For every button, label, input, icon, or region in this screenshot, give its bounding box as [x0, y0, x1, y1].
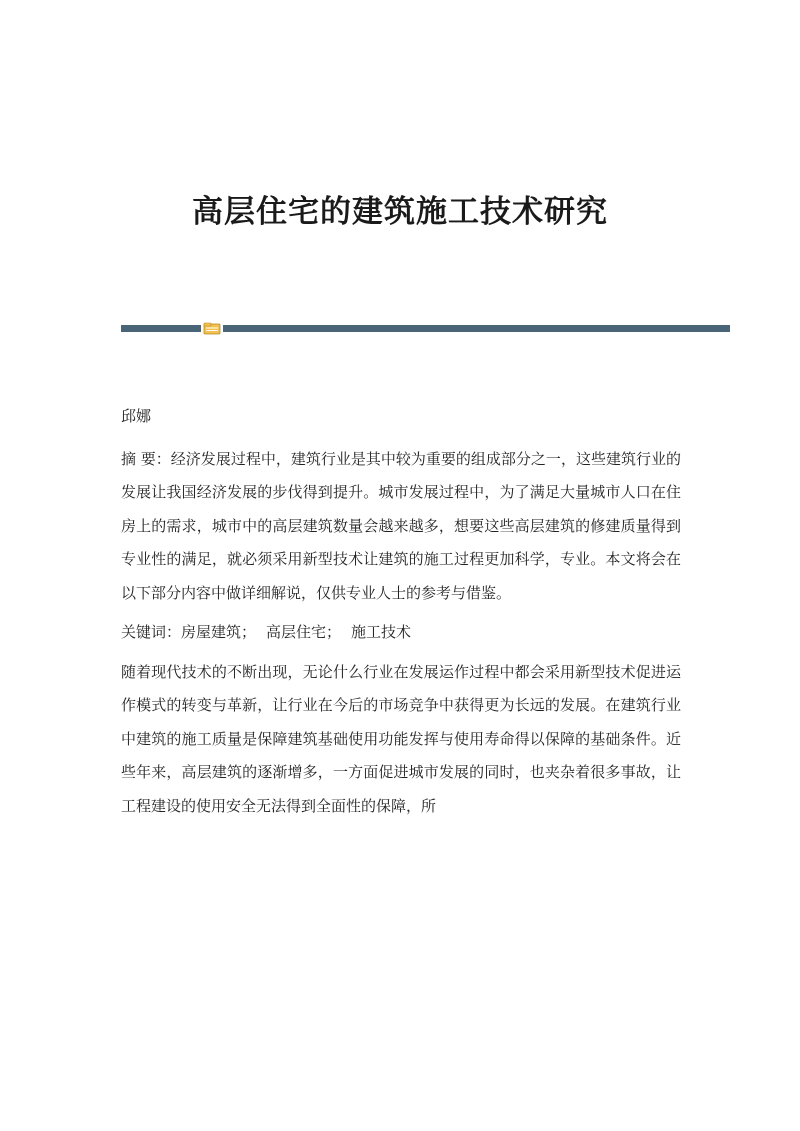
body-paragraph: 随着现代技术的不断出现，无论什么行业在发展运作过程中都会采用新型技术促进运作模式的转变与革新，让行业在今后的市场竞争中获得更为长远的发展。在建筑行业中建筑的施工质量是保障建筑基础使用功能发挥与使用寿命得以保障的基础条件。近些年来，高层建筑的逐渐增多，一方面促进城市发展的同时，也夹杂着很多事故，让工程建设的使用安全无法得到全面性的保障，所: [121, 662, 681, 815]
keyword-item: 房屋建筑；: [181, 623, 257, 641]
keywords-label: 关键词：: [121, 623, 182, 641]
title-divider-right: [223, 325, 730, 332]
author-name: 邱娜: [121, 407, 152, 425]
abstract-label: 摘 要：: [121, 449, 171, 468]
abstract-text: 经济发展过程中，建筑行业是其中较为重要的组成部分之一，这些建筑行业的发展让我国经济发展的步伐得到提升。城市发展过程中，为了满足大量城市人口在住房上的需求，城市中的高层建筑数量会越来越多，想要这些高层建筑的修建质量得到专业性的满足，就必须采用新型技术让建筑的施工过程更加科学，专业。本文将会在以下部分内容中做详细解说，仅供专业人士的参考与借鉴。: [121, 449, 681, 602]
folder-icon: [203, 322, 221, 335]
keyword-item: 高层住宅；: [266, 623, 342, 641]
keyword-item: 施工技术: [351, 623, 412, 641]
paper-title: 高层住宅的建筑施工技术研究: [192, 194, 608, 230]
title-divider-left: [121, 325, 201, 332]
abstract: [121, 443, 681, 611]
paper-content: [121, 400, 681, 829]
keywords: [121, 616, 681, 650]
